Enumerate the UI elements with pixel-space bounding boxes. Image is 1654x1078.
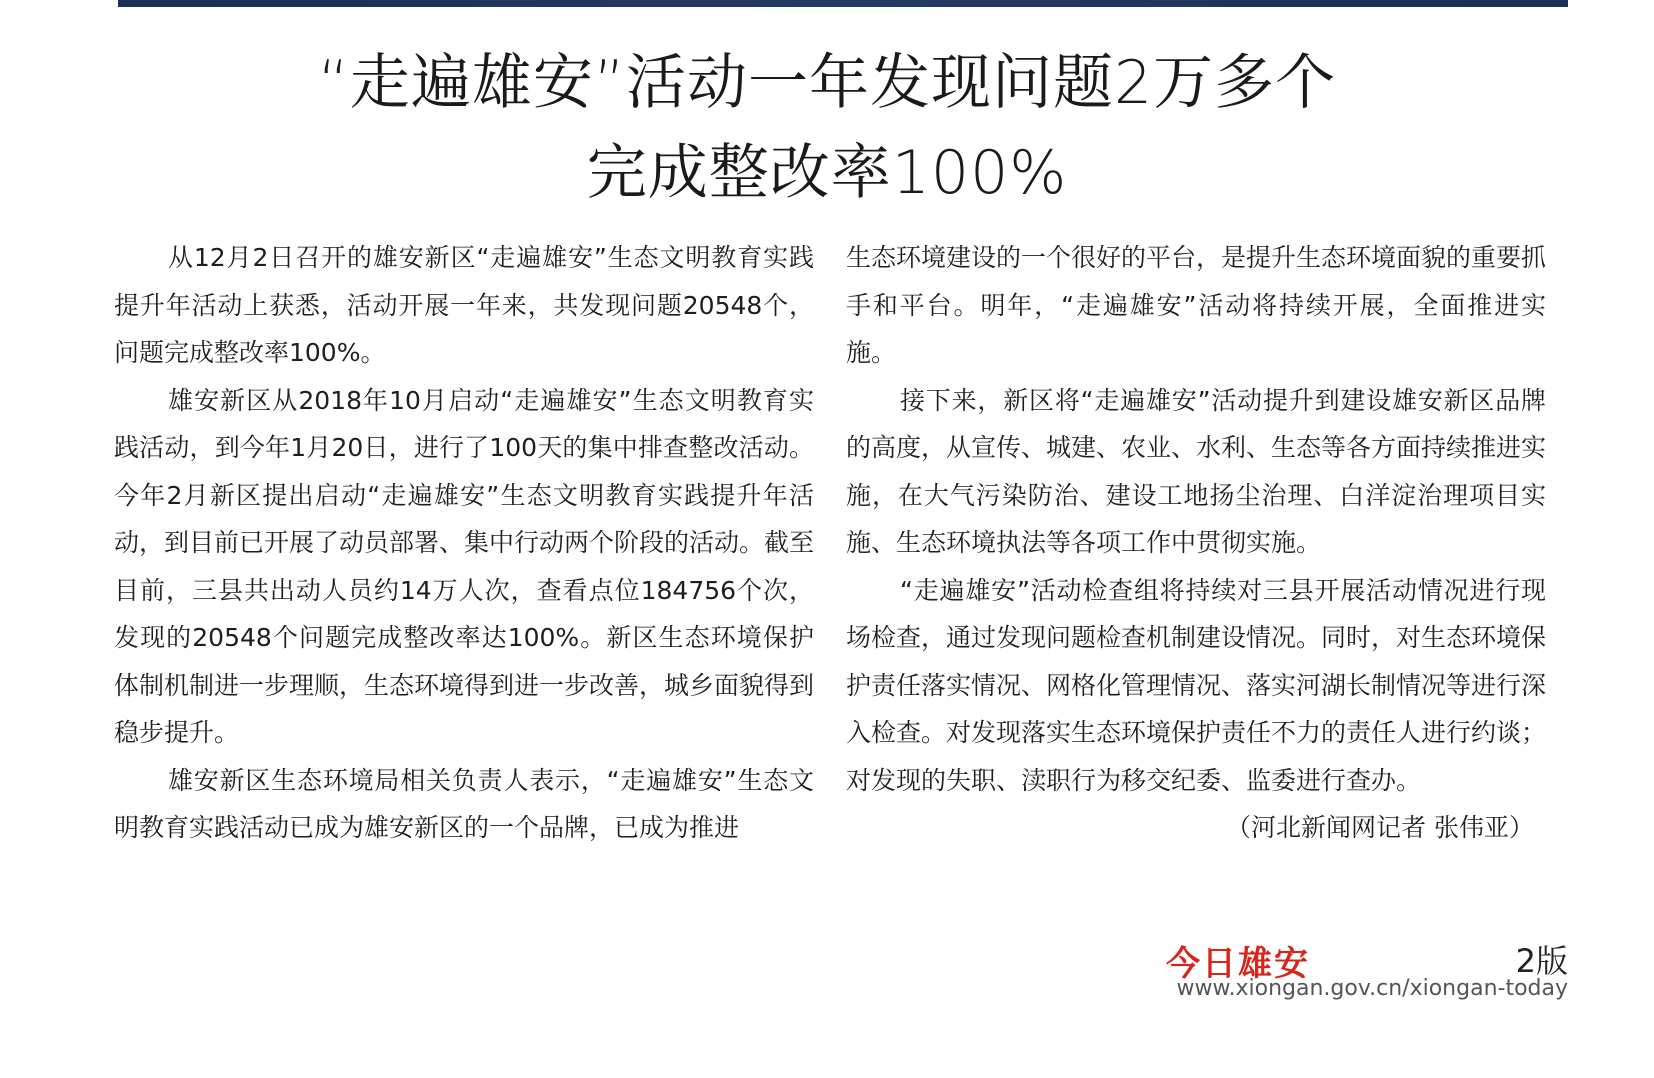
headline-line-1: “走遍雄安”活动一年发现问题2万多个	[317, 48, 1337, 118]
article-right-column	[846, 234, 1546, 852]
paragraph-4: 接下来，新区将“走遍雄安”活动提升到建设雄安新区品牌的高度，从宣传、城建、农业、水利、生态等各方面持续推进实施，在大气污染防治、建设工地扬尘治理、白洋淀治理项目实施、生态环境执法等各项工作中贯彻实施。	[846, 385, 1547, 557]
paragraph-2: 雄安新区从2018年10月启动“走遍雄安”生态文明教育实践活动，到今年1月20日，进行了100天的集中排查整改活动。今年2月新区提出启动“走遍雄安”生态文明教育实践提升年活动，到目前已开展了动员部署、集中行动两个阶段的活动。截至目前，三县共出动人员约14万人次，查看点位184756个次，发现的20548个问题完成整改率达100%。新区生态环境保护体制机制进一步理顺，生态环境得到进一步改善，城乡面貌得到稳步提升。	[114, 385, 815, 747]
top-accent-bar	[118, 0, 1568, 7]
headline-line-2: 完成整改率100%	[586, 138, 1068, 208]
headline	[0, 38, 1654, 218]
paragraph-1: 从12月2日召开的雄安新区“走遍雄安”生态文明教育实践提升年活动上获悉，活动开展一年来，共发现问题20548个，问题完成整改率100%。	[114, 243, 814, 367]
site-url: www.xiongan.gov.cn/xiongan-today	[1176, 976, 1568, 1001]
brand-logo-text: 今日雄安	[1166, 944, 1310, 984]
paragraph-5: “走遍雄安”活动检查组将持续对三县开展活动情况进行现场检查，通过发现问题检查机制建设情况。同时，对生态环境保护责任落实情况、网格化管理情况、落实河湖长制情况等进行深入检查。对发现落实生态环境保护责任不力的责任人进行约谈；对发现的失职、渎职行为移交纪委、监委进行查办。	[846, 575, 1547, 795]
byline: （河北新闻网记者 张伟亚）	[1226, 813, 1534, 842]
paragraph-3-continued: 生态环境建设的一个很好的平台，是提升生态环境面貌的重要抓手和平台。明年，“走遍雄安”活动将持续开展，全面推进实施。	[846, 243, 1547, 367]
paragraph-3: 雄安新区生态环境局相关负责人表示，“走遍雄安”生态文明教育实践活动已成为雄安新区的一个品牌，已成为推进	[114, 765, 814, 842]
article-left-column	[114, 234, 814, 852]
page-number: 2版	[1515, 942, 1568, 980]
